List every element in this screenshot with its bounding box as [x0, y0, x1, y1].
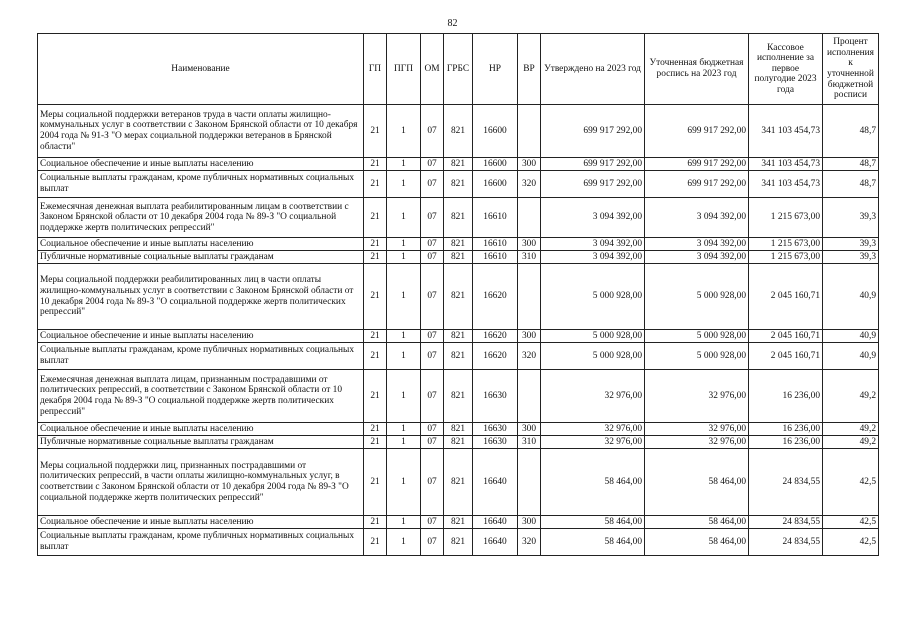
- row-cash: 341 103 454,73: [749, 171, 823, 198]
- row-vr: 320: [518, 171, 541, 198]
- row-gp: 21: [364, 529, 387, 556]
- header-refined: Уточненная бюджетная роспись на 2023 год: [645, 34, 749, 105]
- header-cash: Кассовое исполнение за первое полугодие 2023 года: [749, 34, 823, 105]
- row-gp: 21: [364, 423, 387, 436]
- row-approved: 3 094 392,00: [541, 198, 645, 238]
- row-name: Социальные выплаты гражданам, кроме публичных нормативных социальных выплат: [38, 529, 364, 556]
- row-refined: 32 976,00: [645, 436, 749, 449]
- table-row: [38, 436, 879, 449]
- header-vr: ВР: [518, 34, 541, 105]
- row-percent: 42,5: [823, 516, 879, 529]
- row-pgp: 1: [387, 343, 421, 370]
- row-pgp: 1: [387, 238, 421, 251]
- row-approved: 699 917 292,00: [541, 158, 645, 171]
- row-name: Публичные нормативные социальные выплаты гражданам: [38, 436, 364, 449]
- row-pgp: 1: [387, 105, 421, 158]
- row-cash: 16 236,00: [749, 436, 823, 449]
- row-percent: 40,9: [823, 330, 879, 343]
- row-np: 16630: [473, 436, 518, 449]
- row-vr: [518, 370, 541, 423]
- row-grbs: 821: [444, 343, 473, 370]
- row-om: 07: [421, 251, 444, 264]
- row-percent: 39,3: [823, 251, 879, 264]
- row-np: 16600: [473, 158, 518, 171]
- row-approved: 5 000 928,00: [541, 343, 645, 370]
- row-refined: 58 464,00: [645, 516, 749, 529]
- row-pgp: 1: [387, 251, 421, 264]
- row-name: Социальные выплаты гражданам, кроме публичных нормативных социальных выплат: [38, 171, 364, 198]
- row-om: 07: [421, 198, 444, 238]
- row-approved: 58 464,00: [541, 449, 645, 516]
- table-row: [38, 370, 879, 423]
- row-vr: 300: [518, 158, 541, 171]
- row-pgp: 1: [387, 449, 421, 516]
- row-vr: [518, 198, 541, 238]
- row-gp: 21: [364, 516, 387, 529]
- row-approved: 5 000 928,00: [541, 264, 645, 330]
- row-om: 07: [421, 529, 444, 556]
- row-np: 16610: [473, 238, 518, 251]
- row-name: Социальные выплаты гражданам, кроме публичных нормативных социальных выплат: [38, 343, 364, 370]
- row-cash: 341 103 454,73: [749, 105, 823, 158]
- row-percent: 49,2: [823, 423, 879, 436]
- row-cash: 16 236,00: [749, 423, 823, 436]
- row-approved: 58 464,00: [541, 529, 645, 556]
- row-approved: 699 917 292,00: [541, 105, 645, 158]
- row-percent: 49,2: [823, 436, 879, 449]
- row-om: 07: [421, 343, 444, 370]
- row-cash: 2 045 160,71: [749, 343, 823, 370]
- row-cash: 2 045 160,71: [749, 264, 823, 330]
- row-np: 16600: [473, 171, 518, 198]
- row-refined: 58 464,00: [645, 529, 749, 556]
- table-row: [38, 105, 879, 158]
- row-approved: 32 976,00: [541, 436, 645, 449]
- row-name: Ежемесячная денежная выплата реабилитированным лицам в соответствии с Законом Брянской области от 10 декабря 2004 года № 89-З "О социальной поддержке жертв политических репрессий": [38, 198, 364, 238]
- row-percent: 42,5: [823, 529, 879, 556]
- row-refined: 5 000 928,00: [645, 264, 749, 330]
- row-np: 16640: [473, 516, 518, 529]
- row-grbs: 821: [444, 370, 473, 423]
- table-header-row: [38, 34, 879, 105]
- row-np: 16610: [473, 198, 518, 238]
- row-pgp: 1: [387, 516, 421, 529]
- row-refined: 699 917 292,00: [645, 171, 749, 198]
- row-grbs: 821: [444, 264, 473, 330]
- row-approved: 32 976,00: [541, 423, 645, 436]
- table-row: [38, 251, 879, 264]
- row-gp: 21: [364, 158, 387, 171]
- row-vr: [518, 264, 541, 330]
- row-np: 16620: [473, 264, 518, 330]
- row-vr: 320: [518, 529, 541, 556]
- row-refined: 32 976,00: [645, 423, 749, 436]
- row-refined: 58 464,00: [645, 449, 749, 516]
- row-percent: 40,9: [823, 343, 879, 370]
- row-cash: 24 834,55: [749, 516, 823, 529]
- row-np: 16620: [473, 343, 518, 370]
- row-name: Социальное обеспечение и иные выплаты населению: [38, 238, 364, 251]
- row-grbs: 821: [444, 449, 473, 516]
- row-vr: 300: [518, 238, 541, 251]
- row-percent: 48,7: [823, 171, 879, 198]
- row-grbs: 821: [444, 238, 473, 251]
- row-np: 16620: [473, 330, 518, 343]
- row-percent: 48,7: [823, 158, 879, 171]
- row-cash: 341 103 454,73: [749, 158, 823, 171]
- header-pgp: ПГП: [387, 34, 421, 105]
- header-np: НР: [473, 34, 518, 105]
- row-np: 16610: [473, 251, 518, 264]
- row-om: 07: [421, 330, 444, 343]
- row-refined: 3 094 392,00: [645, 198, 749, 238]
- row-approved: 32 976,00: [541, 370, 645, 423]
- row-name: Меры социальной поддержки ветеранов труда в части оплаты жилищно-коммунальных услуг в соответствии с Законом Брянской области от 10 декабря 2004 года № 91-З "О мерах социальной поддержки ветеранов в Брянской области": [38, 105, 364, 158]
- header-gp: ГП: [364, 34, 387, 105]
- row-np: 16600: [473, 105, 518, 158]
- row-grbs: 821: [444, 529, 473, 556]
- row-grbs: 821: [444, 251, 473, 264]
- row-om: 07: [421, 238, 444, 251]
- table-row: [38, 238, 879, 251]
- table-row: [38, 449, 879, 516]
- row-om: 07: [421, 264, 444, 330]
- row-pgp: 1: [387, 423, 421, 436]
- header-percent: Процент исполнения к уточненной бюджетной росписи: [823, 34, 879, 105]
- row-pgp: 1: [387, 529, 421, 556]
- row-vr: [518, 449, 541, 516]
- row-gp: 21: [364, 105, 387, 158]
- row-gp: 21: [364, 370, 387, 423]
- row-om: 07: [421, 516, 444, 529]
- table-row: [38, 264, 879, 330]
- row-approved: 699 917 292,00: [541, 171, 645, 198]
- row-name: Меры социальной поддержки реабилитированных лиц в части оплаты жилищно-коммунальных услуг в соответствии с Законом Брянской области от 10 декабря 2004 года № 89-З "О социальной поддержке жертв политических репрессий": [38, 264, 364, 330]
- row-approved: 3 094 392,00: [541, 251, 645, 264]
- row-grbs: 821: [444, 105, 473, 158]
- row-gp: 21: [364, 330, 387, 343]
- row-cash: 2 045 160,71: [749, 330, 823, 343]
- table-row: [38, 516, 879, 529]
- row-om: 07: [421, 105, 444, 158]
- row-name: Социальное обеспечение и иные выплаты населению: [38, 330, 364, 343]
- row-np: 16630: [473, 370, 518, 423]
- page-number: 82: [447, 18, 458, 29]
- row-gp: 21: [364, 436, 387, 449]
- row-grbs: 821: [444, 423, 473, 436]
- row-refined: 32 976,00: [645, 370, 749, 423]
- row-percent: 48,7: [823, 105, 879, 158]
- row-cash: 24 834,55: [749, 449, 823, 516]
- row-grbs: 821: [444, 516, 473, 529]
- row-name: Меры социальной поддержки лиц, признанных пострадавшими от политических репрессий, в части оплаты жилищно-коммунальных услуг, в соответствии с Законом Брянской области от 10 декабря 2004 года № 89-З "О социальной поддержке жертв политических репрессий": [38, 449, 364, 516]
- table-row: [38, 171, 879, 198]
- row-gp: 21: [364, 171, 387, 198]
- row-refined: 699 917 292,00: [645, 105, 749, 158]
- row-cash: 1 215 673,00: [749, 238, 823, 251]
- row-om: 07: [421, 370, 444, 423]
- row-vr: 310: [518, 251, 541, 264]
- row-name: Социальное обеспечение и иные выплаты населению: [38, 158, 364, 171]
- row-cash: 24 834,55: [749, 529, 823, 556]
- row-pgp: 1: [387, 330, 421, 343]
- row-gp: 21: [364, 251, 387, 264]
- row-percent: 40,9: [823, 264, 879, 330]
- row-vr: 320: [518, 343, 541, 370]
- row-pgp: 1: [387, 198, 421, 238]
- row-vr: 300: [518, 516, 541, 529]
- row-om: 07: [421, 423, 444, 436]
- row-approved: 5 000 928,00: [541, 330, 645, 343]
- row-vr: 300: [518, 423, 541, 436]
- row-refined: 5 000 928,00: [645, 343, 749, 370]
- row-vr: [518, 105, 541, 158]
- row-name: Социальное обеспечение и иные выплаты населению: [38, 423, 364, 436]
- row-percent: 49,2: [823, 370, 879, 423]
- row-name: Ежемесячная денежная выплата лицам, признанным пострадавшими от политических репрессий, в соответствии с Законом Брянской области от 10 декабря 2004 года № 89-З "О социальной поддержке жертв политических репрессий": [38, 370, 364, 423]
- row-approved: 58 464,00: [541, 516, 645, 529]
- row-om: 07: [421, 449, 444, 516]
- header-approved: Утверждено на 2023 год: [541, 34, 645, 105]
- row-grbs: 821: [444, 436, 473, 449]
- table-row: [38, 198, 879, 238]
- row-percent: 39,3: [823, 198, 879, 238]
- table-row: [38, 343, 879, 370]
- table-row: [38, 529, 879, 556]
- row-pgp: 1: [387, 370, 421, 423]
- row-np: 16640: [473, 529, 518, 556]
- row-vr: 300: [518, 330, 541, 343]
- row-gp: 21: [364, 343, 387, 370]
- header-om: ОМ: [421, 34, 444, 105]
- row-grbs: 821: [444, 330, 473, 343]
- row-name: Социальное обеспечение и иные выплаты населению: [38, 516, 364, 529]
- row-pgp: 1: [387, 436, 421, 449]
- header-grbs: ГРБС: [444, 34, 473, 105]
- row-gp: 21: [364, 198, 387, 238]
- row-pgp: 1: [387, 158, 421, 171]
- row-grbs: 821: [444, 198, 473, 238]
- row-approved: 3 094 392,00: [541, 238, 645, 251]
- row-name: Публичные нормативные социальные выплаты гражданам: [38, 251, 364, 264]
- table-row: [38, 330, 879, 343]
- row-np: 16630: [473, 423, 518, 436]
- row-percent: 39,3: [823, 238, 879, 251]
- budget-table: [37, 33, 879, 556]
- row-cash: 1 215 673,00: [749, 251, 823, 264]
- header-name: Наименование: [38, 34, 364, 105]
- row-cash: 1 215 673,00: [749, 198, 823, 238]
- row-grbs: 821: [444, 171, 473, 198]
- row-percent: 42,5: [823, 449, 879, 516]
- row-gp: 21: [364, 449, 387, 516]
- row-om: 07: [421, 436, 444, 449]
- row-gp: 21: [364, 264, 387, 330]
- row-grbs: 821: [444, 158, 473, 171]
- row-refined: 5 000 928,00: [645, 330, 749, 343]
- row-gp: 21: [364, 238, 387, 251]
- row-np: 16640: [473, 449, 518, 516]
- table-row: [38, 423, 879, 436]
- row-refined: 3 094 392,00: [645, 238, 749, 251]
- row-cash: 16 236,00: [749, 370, 823, 423]
- row-refined: 3 094 392,00: [645, 251, 749, 264]
- row-vr: 310: [518, 436, 541, 449]
- table-row: [38, 158, 879, 171]
- row-om: 07: [421, 171, 444, 198]
- row-pgp: 1: [387, 264, 421, 330]
- row-om: 07: [421, 158, 444, 171]
- row-pgp: 1: [387, 171, 421, 198]
- row-refined: 699 917 292,00: [645, 158, 749, 171]
